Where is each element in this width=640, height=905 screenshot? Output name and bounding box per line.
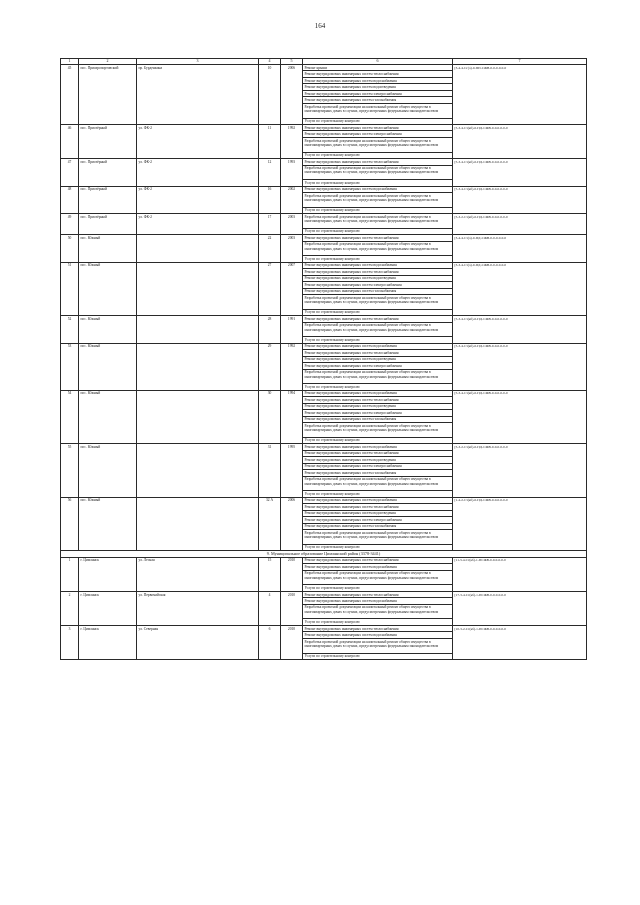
record-code: [5-3-4-Ст(кб)-0-ПД-СЖВ-0-0-0-0-0-0 [453, 124, 587, 158]
record-locality: г. Цимлянск [79, 557, 137, 591]
record-year: 2003 [281, 214, 303, 235]
record-locality: пос. Южный [79, 235, 137, 263]
record-locality: пос. Приаэропортовский [79, 65, 137, 125]
work-type-cell: Ремонт внутридомовых инженерных систем газоснабжения [303, 97, 453, 103]
work-type-cell: Разработка проектной документации на капитальный ремонт общего имущества в многоквартирных домах в случаях, предусмотренных федеральным законодательством [303, 103, 453, 118]
work-type-cell: Ремонт внутридомовых инженерных систем водоотведения [303, 403, 453, 409]
record-locality: г. Цимлянск [79, 591, 137, 625]
record-number: 2 [61, 591, 79, 625]
work-type-cell: Ремонт внутридомовых инженерных систем водоснабжения [303, 632, 453, 638]
record-code: [3-3-4-Ст(ч)-0-ПД-СЖВ-0-0-0-0-0-0 [453, 262, 587, 316]
record-year: 2006 [281, 65, 303, 125]
work-type-cell: Ремонт внутридомовых инженерных систем теплоснабжения [303, 316, 453, 322]
record-house: 4 [259, 591, 281, 625]
header-col-3: 3 [137, 59, 259, 65]
record-locality: пос. Приозёрный [79, 159, 137, 187]
record-locality: пос. Южный [79, 262, 137, 316]
record-locality: пос. Приозёрный [79, 214, 137, 235]
record-locality: пос. Южный [79, 343, 137, 390]
record-house: 6 [259, 625, 281, 659]
work-type-cell: Ремонт внутридомовых инженерных систем водоотведения [303, 356, 453, 362]
record-street [137, 343, 259, 390]
record-house: 10 [259, 65, 281, 125]
work-type-cell: Услуги по строительному контролю [303, 152, 453, 158]
record-year: 1992 [281, 343, 303, 390]
work-type-cell: Ремонт внутридомовых инженерных систем водоотведения [303, 275, 453, 281]
work-type-cell: Ремонт внутридомовых инженерных систем электроснабжения [303, 90, 453, 96]
header-col-4: 4 [259, 59, 281, 65]
work-type-cell: Услуги по строительному контролю [303, 437, 453, 443]
work-type-cell: Услуги по строительному контролю [303, 207, 453, 213]
record-code: [3-4-4-Сг(ч)-0-ПП-СЖВ-0-0-0-0-0-0 [453, 65, 587, 125]
header-col-1: 1 [61, 59, 79, 65]
record-street: ул. Северная [137, 625, 259, 659]
record-street: ул. Первомайская [137, 591, 259, 625]
work-type-cell: Ремонт внутридомовых инженерных систем газоснабжения [303, 470, 453, 476]
record-year: 1994 [281, 390, 303, 444]
record-locality: пос. Приозёрный [79, 186, 137, 214]
work-type-cell: Ремонт внутридомовых инженерных систем водоотведения [303, 457, 453, 463]
record-street: ул. ФК-2 [137, 214, 259, 235]
record-number: 54 [61, 390, 79, 444]
work-type-cell: Разработка проектной документации на капитальный ремонт общего имущества в многоквартирных домах в случаях, предусмотренных федеральным законодательством [303, 322, 453, 337]
record-street: пр. Бурденкина [137, 65, 259, 125]
record-locality: пос. Южный [79, 497, 137, 551]
record-year: 1991 [281, 316, 303, 344]
record-locality: пос. Приозёрный [79, 124, 137, 158]
work-type-cell: Разработка проектной документации на капитальный ремонт общего имущества в многоквартирных домах в случаях, предусмотренных федеральным законодательством [303, 530, 453, 545]
work-type-cell: Разработка проектной документации на капитальный ремонт общего имущества в многоквартирных домах в случаях, предусмотренных федеральным законодательством [303, 137, 453, 152]
work-type-cell: Разработка проектной документации на капитальный ремонт общего имущества в многоквартирных домах в случаях, предусмотренных федеральным законодательством [303, 165, 453, 180]
work-type-cell: Услуги по строительному контролю [303, 180, 453, 186]
record-number: 48 [61, 186, 79, 214]
record-street [137, 390, 259, 444]
work-type-cell: Разработка проектной документации на капитальный ремонт общего имущества в многоквартирных домах в случаях, предусмотренных федеральным законодательством [303, 604, 453, 619]
header-col-6: 6 [303, 59, 453, 65]
record-number: 56 [61, 497, 79, 551]
record-code: [5-3-4-Ст(кб)-0-ПД-СЖВ-0-0-0-0-0-0 [453, 159, 587, 187]
work-type-cell: Ремонт внутридомовых инженерных систем водоотведения [303, 84, 453, 90]
work-type-cell: Ремонт внутридомовых инженерных систем теплоснабжения [303, 397, 453, 403]
work-type-cell: Ремонт внутридомовых инженерных систем водоснабжения [303, 497, 453, 503]
work-type-cell: Услуги по строительному контролю [303, 585, 453, 591]
record-street [137, 316, 259, 344]
record-number: 46 [61, 124, 79, 158]
work-type-cell: Ремонт внутридомовых инженерных систем теплоснабжения [303, 159, 453, 165]
record-code: [5-3-2-Ст(кб)-0-ПД-СЖВ-0-0-0-0-0-0 [453, 444, 587, 498]
work-type-cell: Услуги по строительному контролю [303, 384, 453, 390]
work-type-cell: Ремонт внутридомовых инженерных систем электроснабжения [303, 363, 453, 369]
work-type-cell: Ремонт внутридомовых инженерных систем теплоснабжения [303, 557, 453, 563]
record-locality: пос. Южный [79, 390, 137, 444]
record-code: [5-3-4-Ст(кб)-0-ПД-СЖВ-0-0-0-0-0-0 [453, 186, 587, 214]
record-year: 2003 [281, 235, 303, 263]
work-type-cell: Ремонт внутридомовых инженерных систем водоснабжения [303, 390, 453, 396]
work-type-cell: Ремонт внутридомовых инженерных систем водоснабжения [303, 564, 453, 570]
work-type-cell: Ремонт внутридомовых инженерных систем теплоснабжения [303, 504, 453, 510]
record-year: 2007 [281, 262, 303, 316]
work-type-cell: Ремонт внутридомовых инженерных систем водоснабжения [303, 343, 453, 349]
record-code: [5-3-4-Ст(кб)-0-ПД-СЖВ-0-0-0-0-0-0 [453, 343, 587, 390]
record-house: 11 [259, 124, 281, 158]
work-type-cell: Услуги по строительному контролю [303, 337, 453, 343]
work-type-cell: Услуги по строительному контролю [303, 309, 453, 315]
work-type-cell: Ремонт внутридомовых инженерных систем газоснабжения [303, 416, 453, 422]
work-type-cell: Услуги по строительному контролю [303, 256, 453, 262]
work-type-cell: Ремонт внутридомовых инженерных систем электроснабжения [303, 410, 453, 416]
work-type-cell: Ремонт внутридомовых инженерных систем водоснабжения [303, 444, 453, 450]
record-number: 53 [61, 343, 79, 390]
work-type-cell: Ремонт внутридомовых инженерных систем теплоснабжения [303, 591, 453, 597]
page-number: 164 [314, 22, 326, 30]
work-type-cell: Ремонт внутридомовых инженерных систем теплоснабжения [303, 450, 453, 456]
work-type-cell: Разработка проектной документации на капитальный ремонт общего имущества в многоквартирных домах в случаях, предусмотренных федеральным законодательством [303, 193, 453, 208]
record-house: 12 [259, 159, 281, 187]
record-year: 2010 [281, 557, 303, 591]
work-type-cell: Разработка проектной документации на капитальный ремонт общего имущества в многоквартирных домах в случаях, предусмотренных федеральным законодательством [303, 476, 453, 491]
record-house: 22 [259, 235, 281, 263]
record-house: 30 [259, 390, 281, 444]
work-type-cell: Ремонт внутридомовых инженерных систем электроснабжения [303, 282, 453, 288]
work-type-cell: Ремонт внутридомовых инженерных систем электроснабжения [303, 463, 453, 469]
record-house: 28 [259, 316, 281, 344]
record-street [137, 497, 259, 551]
record-street [137, 235, 259, 263]
work-type-cell: Ремонт внутридомовых инженерных систем газоснабжения [303, 288, 453, 294]
record-street: ул. ФК-2 [137, 159, 259, 187]
header-col-5: 5 [281, 59, 303, 65]
work-type-cell: Услуги по строительному контролю [303, 118, 453, 124]
work-type-cell: Ремонт внутридомовых инженерных систем теплоснабжения [303, 235, 453, 241]
work-type-cell: Услуги по строительному контролю [303, 228, 453, 234]
work-type-cell: Ремонт внутридомовых инженерных систем водоотведения [303, 510, 453, 516]
record-locality: пос. Южный [79, 316, 137, 344]
record-year: 1995 [281, 444, 303, 498]
work-type-cell: Разработка проектной документации на капитальный ремонт общего имущества в многоквартирных домах в случаях, предусмотренных федеральным законодательством [303, 638, 453, 653]
work-type-cell: Разработка проектной документации на капитальный ремонт общего имущества в многоквартирных домах в случаях, предусмотренных федеральным законодательством [303, 369, 453, 384]
work-type-cell: Разработка проектной документации на капитальный ремонт общего имущества в многоквартирных домах в случаях, предусмотренных федеральным законодательством [303, 423, 453, 438]
work-type-cell: Услуги по строительному контролю [303, 619, 453, 625]
work-type-cell: Ремонт внутридомовых инженерных систем газоснабжения [303, 523, 453, 529]
work-type-cell: Ремонт внутридомовых инженерных систем теплоснабжения [303, 269, 453, 275]
record-year: 2010 [281, 591, 303, 625]
work-type-cell: Ремонт внутридомовых инженерных систем теплоснабжения [303, 71, 453, 77]
work-type-cell: Ремонт внутридомовых инженерных систем водоснабжения [303, 77, 453, 83]
record-street: ул. ФК-2 [137, 186, 259, 214]
record-number: 3 [61, 625, 79, 659]
table-row [61, 214, 587, 229]
work-type-cell: Ремонт крыши [303, 65, 453, 71]
record-code: [5-3-4-Ст(кб)-0-ПД-СЖВ-0-0-0-0-0-0 [453, 316, 587, 344]
record-house: 29 [259, 343, 281, 390]
work-type-cell: Ремонт внутридомовых инженерных систем водоснабжения [303, 598, 453, 604]
work-type-cell: Услуги по строительному контролю [303, 653, 453, 659]
work-type-cell: Ремонт внутридомовых инженерных систем теплоснабжения [303, 124, 453, 130]
record-number: 1 [61, 557, 79, 591]
record-code: [3-4-4-Ст(ч)-0-ПД-СЖВ-0-0-0-0-0-0 [453, 235, 587, 263]
work-type-cell: Услуги по строительному контролю [303, 544, 453, 550]
record-number: 52 [61, 316, 79, 344]
section-title: 9. Муниципальное образование Цимлянский район (3378-3441) [61, 551, 587, 557]
record-code: [10-3-2-Ст(кб)-1-ПСЖВ-0-0-0-0-0-0 [453, 625, 587, 659]
record-number: 55 [61, 444, 79, 498]
record-number: 47 [61, 159, 79, 187]
work-type-cell: Услуги по строительному контролю [303, 491, 453, 497]
record-year: 1993 [281, 159, 303, 187]
record-house: 16 [259, 186, 281, 214]
record-year: 2002 [281, 186, 303, 214]
record-number: 51 [61, 262, 79, 316]
record-house: 27 [259, 262, 281, 316]
record-code: [1-4-2-Ст(кб)-0-ПД-СЖВ-0-0-0-0-0-0 [453, 497, 587, 551]
record-code: [5-3-4-Ст(кб)-0-ПД-СЖВ-0-0-0-0-0-0 [453, 390, 587, 444]
record-house: 31 [259, 444, 281, 498]
record-number: 49 [61, 214, 79, 235]
record-code: [17-3-4-Ст(кб)-1-ПСЖВ-0-0-0-0-0-0 [453, 591, 587, 625]
work-type-cell: Ремонт внутридомовых инженерных систем теплоснабжения [303, 350, 453, 356]
record-street [137, 262, 259, 316]
record-number: 45 [61, 65, 79, 125]
work-type-cell: Разработка проектной документации на капитальный ремонт общего имущества в многоквартирных домах в случаях, предусмотренных федеральным законодательством [303, 295, 453, 310]
record-locality: г. Цимлянск [79, 625, 137, 659]
record-house: 32 А [259, 497, 281, 551]
record-year: 1992 [281, 124, 303, 158]
work-type-cell: Разработка проектной документации на капитальный ремонт общего имущества в многоквартирных домах в случаях, предусмотренных федеральным законодательством [303, 241, 453, 256]
header-col-7: 7 [453, 59, 587, 65]
header-col-2: 2 [79, 59, 137, 65]
work-type-cell: Ремонт внутридомовых инженерных систем теплоснабжения [303, 625, 453, 631]
record-code: [5-3-2-Ст(кб)-0-ПД-СЖВ-0-0-0-0-0-0 [453, 214, 587, 235]
record-code: [11-3-4-Ст(кб)-1-ПСЖВ-0-0-0-0-0-0 [453, 557, 587, 591]
work-type-cell: Ремонт внутридомовых инженерных систем водоснабжения [303, 186, 453, 192]
record-locality: пос. Южный [79, 444, 137, 498]
work-type-cell: Ремонт внутридомовых инженерных систем водоснабжения [303, 262, 453, 268]
record-house: 15 [259, 557, 281, 591]
work-type-cell: Разработка проектной документации на капитальный ремонт общего имущества в многоквартирных домах в случаях, предусмотренных федеральным законодательством [303, 570, 453, 585]
record-year: 2010 [281, 625, 303, 659]
work-type-cell: Ремонт внутридомовых инженерных систем электроснабжения [303, 517, 453, 523]
record-street: ул. ФК-2 [137, 124, 259, 158]
record-house: 17 [259, 214, 281, 235]
work-type-cell: Ремонт внутридомовых инженерных систем электроснабжения [303, 131, 453, 137]
housing-register-table [60, 58, 587, 660]
record-number: 50 [61, 235, 79, 263]
record-street [137, 444, 259, 498]
work-type-cell: Разработка проектной документации на капитальный ремонт общего имущества в многоквартирных домах в случаях, предусмотренных федеральным законодательством [303, 214, 453, 229]
record-year: 2006 [281, 497, 303, 551]
record-street: ул. Лесная [137, 557, 259, 591]
